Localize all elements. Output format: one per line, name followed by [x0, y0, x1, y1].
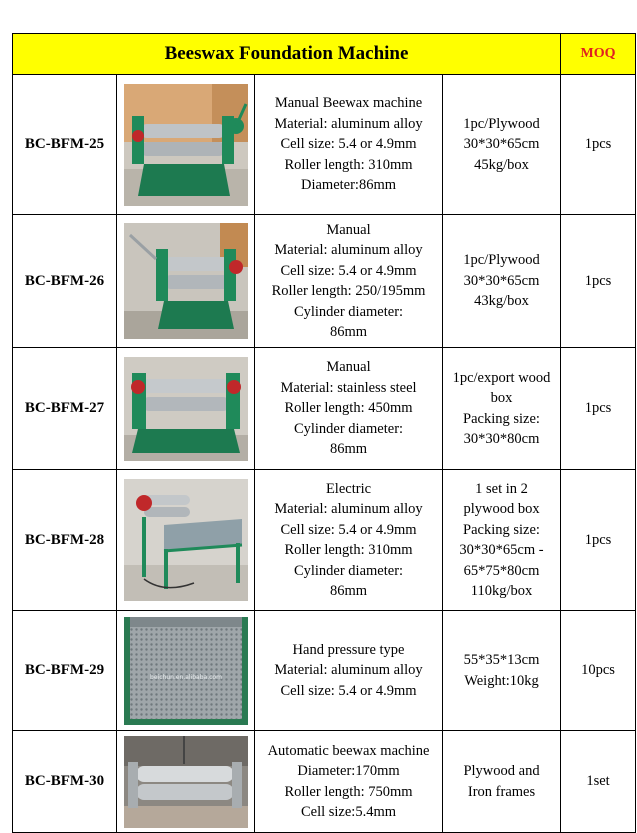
description-cell: [255, 75, 443, 215]
description-line: Material: aluminum alloy: [274, 662, 423, 679]
description-line: Material: aluminum alloy: [274, 501, 423, 517]
packing-line: 1pc/export wood: [452, 369, 551, 386]
machine-photo: [124, 479, 248, 601]
packing-cell: [443, 731, 561, 833]
photo-cell: [117, 611, 255, 731]
moq-cell: 1pcs: [561, 470, 636, 611]
model-cell: BC-BFM-30: [13, 731, 117, 833]
photo-cell: [117, 348, 255, 470]
table-row: [13, 611, 636, 731]
model-cell: BC-BFM-29: [13, 611, 117, 731]
moq-cell: 1pcs: [561, 75, 636, 215]
photo-cell: [117, 75, 255, 215]
packing-cell: [443, 611, 561, 731]
packing-line: 30*30*65cm: [463, 136, 540, 153]
description-line: Material: stainless steel: [280, 379, 417, 396]
packing-line: 30*30*65cm -: [459, 542, 544, 558]
packing-cell: [443, 348, 561, 470]
table-row: [13, 731, 636, 833]
description-line: Manual Beewax machine: [274, 95, 423, 112]
moq-cell: 1pcs: [561, 348, 636, 470]
description-line: Automatic beewax machine: [267, 742, 430, 759]
machine-photo: [124, 357, 248, 461]
description-line: Material: aluminum alloy: [274, 115, 423, 132]
machine-photo: [124, 736, 248, 828]
machine-photo: [124, 223, 248, 339]
model-cell: BC-BFM-28: [13, 470, 117, 611]
description-line: Electric: [325, 480, 372, 497]
model-cell: BC-BFM-25: [13, 75, 117, 215]
packing-line: 1pc/Plywood: [463, 252, 540, 269]
description-line: Cylinder diameter:: [293, 420, 404, 437]
description-line: Roller length: 310mm: [284, 156, 413, 173]
description-cell: [255, 215, 443, 348]
table-title: Beeswax Foundation Machine: [13, 34, 561, 75]
machine-photo: [124, 617, 248, 725]
description-cell: [255, 731, 443, 833]
header-row: [13, 34, 636, 75]
packing-line: 110kg/box: [470, 583, 533, 599]
packing-line: box: [490, 390, 513, 406]
table-row: [13, 470, 636, 611]
description-line: Cylinder diameter:: [293, 562, 404, 579]
description-line: 86mm: [329, 583, 368, 599]
model-cell: BC-BFM-27: [13, 348, 117, 470]
packing-line: 30*30*65cm: [463, 272, 540, 289]
watermark-text: beichun.en.alibaba.com: [149, 673, 222, 681]
description-line: Diameter:170mm: [297, 763, 400, 779]
packing-line: Packing size:: [463, 521, 540, 538]
description-line: Manual: [326, 359, 371, 376]
photo-cell: [117, 731, 255, 833]
description-line: Material: aluminum alloy: [274, 242, 423, 258]
packing-line: 65*75*80cm: [463, 562, 540, 579]
moq-cell: 10pcs: [561, 611, 636, 731]
description-line: Cell size: 5.4 or 4.9mm: [280, 682, 417, 699]
model-cell: BC-BFM-26: [13, 215, 117, 348]
description-line: Roller length: 310mm: [284, 542, 413, 558]
packing-line: 1pc/Plywood: [463, 115, 540, 132]
description-line: Roller length: 450mm: [284, 400, 413, 417]
description-line: Roller length: 250/195mm: [271, 283, 426, 299]
table-row: [13, 75, 636, 215]
packing-line: 30*30*80cm: [463, 431, 540, 447]
packing-line: Iron frames: [467, 783, 536, 800]
photo-cell: [117, 470, 255, 611]
machine-photo: [124, 84, 248, 206]
description-cell: [255, 348, 443, 470]
packing-line: 45kg/box: [474, 156, 529, 173]
description-line: Roller length: 750mm: [284, 783, 413, 800]
description-line: Cell size: 5.4 or 4.9mm: [280, 136, 417, 153]
packing-line: 43kg/box: [474, 293, 529, 310]
description-line: Diameter:86mm: [300, 177, 397, 194]
description-line: 86mm: [329, 441, 368, 458]
description-line: Cell size: 5.4 or 4.9mm: [280, 521, 417, 538]
packing-line: Weight:10kg: [464, 672, 539, 689]
table-row: [13, 215, 636, 348]
table-row: [13, 348, 636, 470]
description-line: Cylinder diameter:: [293, 303, 404, 320]
packing-cell: [443, 215, 561, 348]
packing-line: Plywood and: [463, 763, 540, 779]
product-table: [12, 33, 636, 833]
packing-line: 1 set in 2: [475, 480, 528, 497]
description-line: Hand pressure type: [292, 641, 405, 658]
packing-line: 55*35*13cm: [463, 652, 540, 668]
moq-cell: 1set: [561, 731, 636, 833]
description-line: Manual: [326, 221, 371, 238]
description-cell: [255, 470, 443, 611]
description-line: 86mm: [329, 324, 368, 340]
packing-cell: [443, 470, 561, 611]
packing-line: Packing size:: [463, 410, 540, 427]
description-line: Cell size: 5.4 or 4.9mm: [280, 262, 417, 279]
packing-line: plywood box: [463, 501, 540, 517]
packing-cell: [443, 75, 561, 215]
moq-cell: 1pcs: [561, 215, 636, 348]
moq-header: MOQ: [561, 34, 636, 75]
photo-cell: [117, 215, 255, 348]
description-cell: [255, 611, 443, 731]
description-line: Cell size:5.4mm: [300, 804, 397, 820]
